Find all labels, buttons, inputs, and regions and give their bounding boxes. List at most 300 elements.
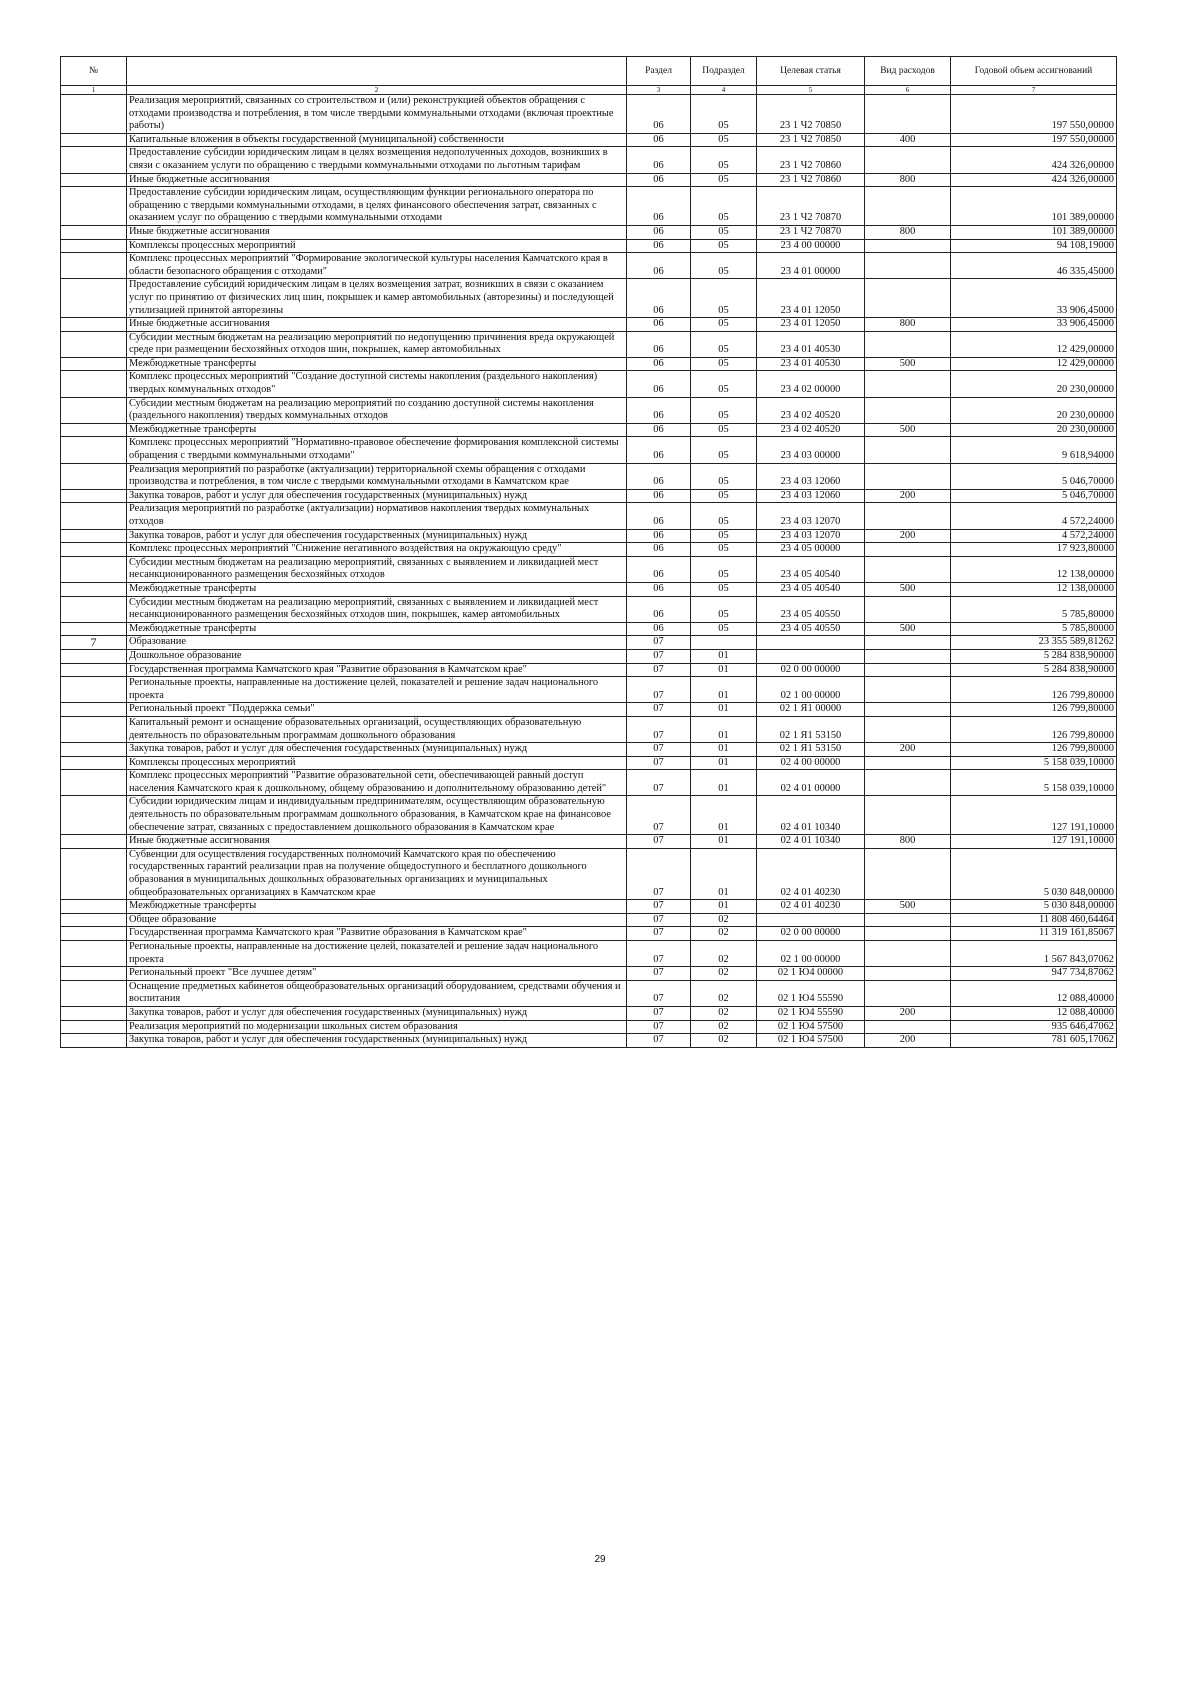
row-amount: 126 799,80000 <box>951 677 1117 703</box>
table-row <box>61 331 1117 357</box>
row-target-article: 02 0 00 00000 <box>757 927 865 941</box>
table-row <box>61 980 1117 1006</box>
row-target-article: 23 1 Ч2 70870 <box>757 187 865 226</box>
table-header <box>61 57 1117 95</box>
row-name: Общее образование <box>127 913 627 927</box>
row-name: Субвенции для осуществления государственных полномочий Камчатского края по обеспечению государственных гарантий реализации прав на получение общедоступного и бесплатного дошкольного образования в муниципальных дошкольных образовательных организациях и муниципальных общеобразовательных организациях в Камчатском крае <box>127 848 627 899</box>
table-row <box>61 582 1117 596</box>
row-number <box>61 187 127 226</box>
row-section: 06 <box>627 489 691 503</box>
row-target-article: 02 1 Ю4 00000 <box>757 967 865 981</box>
row-target-article: 02 1 Ю4 55590 <box>757 1006 865 1020</box>
row-section: 06 <box>627 596 691 622</box>
row-section: 07 <box>627 835 691 849</box>
row-amount: 101 389,00000 <box>951 187 1117 226</box>
row-subsection: 01 <box>691 743 757 757</box>
row-number <box>61 95 127 134</box>
row-number <box>61 1034 127 1048</box>
row-target-article: 02 1 Ю4 55590 <box>757 980 865 1006</box>
row-expense-type: 400 <box>865 133 951 147</box>
row-target-article: 02 4 01 10340 <box>757 796 865 835</box>
row-target-article: 23 4 03 12070 <box>757 503 865 529</box>
row-expense-type <box>865 770 951 796</box>
table-row <box>61 133 1117 147</box>
row-subsection: 05 <box>691 582 757 596</box>
row-number <box>61 770 127 796</box>
table-row <box>61 927 1117 941</box>
header-target: Целевая статья <box>757 57 865 86</box>
row-section: 06 <box>627 529 691 543</box>
row-amount: 17 923,80000 <box>951 543 1117 557</box>
table-row <box>61 225 1117 239</box>
row-target-article: 02 1 Ю4 57500 <box>757 1020 865 1034</box>
row-expense-type <box>865 677 951 703</box>
row-expense-type <box>865 796 951 835</box>
row-name: Межбюджетные трансферты <box>127 423 627 437</box>
column-number: 1 <box>61 86 127 95</box>
row-target-article: 23 4 02 00000 <box>757 371 865 397</box>
row-subsection: 05 <box>691 239 757 253</box>
row-name: Предоставление субсидий юридическим лицам в целях возмещения затрат, возникших в связи с оказанием услуг по принятию от физических лиц шин, покрышек и камер автомобильных (авторезины) и последующей утилизацией принятой авторезины <box>127 279 627 318</box>
row-name: Закупка товаров, работ и услуг для обеспечения государственных (муниципальных) нужд <box>127 529 627 543</box>
row-expense-type: 200 <box>865 489 951 503</box>
row-subsection: 05 <box>691 318 757 332</box>
column-number: 7 <box>951 86 1117 95</box>
row-number <box>61 173 127 187</box>
row-number <box>61 927 127 941</box>
row-target-article: 23 4 03 12060 <box>757 463 865 489</box>
row-name: Межбюджетные трансферты <box>127 622 627 636</box>
row-name: Закупка товаров, работ и услуг для обеспечения государственных (муниципальных) нужд <box>127 489 627 503</box>
row-section: 06 <box>627 318 691 332</box>
row-name: Государственная программа Камчатского края "Развитие образования в Камчатском крае" <box>127 927 627 941</box>
row-expense-type <box>865 941 951 967</box>
table-row <box>61 1020 1117 1034</box>
row-expense-type <box>865 756 951 770</box>
row-expense-type <box>865 596 951 622</box>
row-subsection: 02 <box>691 913 757 927</box>
row-amount: 12 138,00000 <box>951 582 1117 596</box>
row-expense-type <box>865 703 951 717</box>
row-number <box>61 900 127 914</box>
row-subsection: 05 <box>691 529 757 543</box>
row-number <box>61 596 127 622</box>
table-row <box>61 318 1117 332</box>
row-section: 06 <box>627 357 691 371</box>
row-number <box>61 967 127 981</box>
row-expense-type <box>865 848 951 899</box>
row-target-article: 23 4 05 40540 <box>757 556 865 582</box>
row-target-article: 23 4 03 12070 <box>757 529 865 543</box>
table-row <box>61 756 1117 770</box>
row-section: 07 <box>627 716 691 742</box>
row-amount: 5 158 039,10000 <box>951 770 1117 796</box>
row-subsection: 05 <box>691 331 757 357</box>
row-amount: 20 230,00000 <box>951 423 1117 437</box>
row-target-article: 23 1 Ч2 70850 <box>757 133 865 147</box>
row-amount: 197 550,00000 <box>951 95 1117 134</box>
row-amount: 12 088,40000 <box>951 980 1117 1006</box>
row-expense-type <box>865 147 951 173</box>
row-name: Предоставление субсидии юридическим лицам, осуществляющим функции регионального оператора по обращению с твердыми коммунальными отходами, в целях финансового обеспечения затрат, связанных с оказанием услуг по обращению с твердыми коммунальными отходами <box>127 187 627 226</box>
row-number <box>61 941 127 967</box>
row-expense-type <box>865 331 951 357</box>
row-amount: 5 284 838,90000 <box>951 649 1117 663</box>
row-section: 06 <box>627 543 691 557</box>
row-target-article: 02 4 01 40230 <box>757 848 865 899</box>
row-name: Комплекс процессных мероприятий "Создание доступной системы накопления (раздельного накопления) твердых коммунальных отходов" <box>127 371 627 397</box>
row-subsection: 05 <box>691 253 757 279</box>
row-target-article: 23 4 01 40530 <box>757 331 865 357</box>
row-number <box>61 663 127 677</box>
header-section: Раздел <box>627 57 691 86</box>
row-section: 07 <box>627 1020 691 1034</box>
row-target-article <box>757 649 865 663</box>
row-subsection: 02 <box>691 927 757 941</box>
row-expense-type <box>865 636 951 650</box>
row-target-article: 23 4 01 12050 <box>757 279 865 318</box>
row-amount: 947 734,87062 <box>951 967 1117 981</box>
row-amount: 5 158 039,10000 <box>951 756 1117 770</box>
row-amount: 197 550,00000 <box>951 133 1117 147</box>
table-row <box>61 489 1117 503</box>
row-section: 07 <box>627 770 691 796</box>
row-number <box>61 147 127 173</box>
row-amount: 781 605,17062 <box>951 1034 1117 1048</box>
row-section: 06 <box>627 173 691 187</box>
row-target-article: 02 1 Я1 53150 <box>757 743 865 757</box>
row-subsection: 05 <box>691 437 757 463</box>
row-expense-type: 800 <box>865 318 951 332</box>
row-target-article <box>757 913 865 927</box>
row-section: 07 <box>627 1006 691 1020</box>
row-section: 06 <box>627 133 691 147</box>
row-section: 07 <box>627 913 691 927</box>
table-row <box>61 397 1117 423</box>
row-number <box>61 743 127 757</box>
row-name: Дошкольное образование <box>127 649 627 663</box>
row-expense-type <box>865 556 951 582</box>
row-number <box>61 331 127 357</box>
row-target-article: 23 4 03 00000 <box>757 437 865 463</box>
row-name: Реализация мероприятий, связанных со строительством и (или) реконструкцией объектов обращения с отходами производства и потребления, в том числе твердыми коммунальными отходами (включая проектные работы) <box>127 95 627 134</box>
row-expense-type <box>865 980 951 1006</box>
row-subsection: 02 <box>691 1034 757 1048</box>
row-subsection: 01 <box>691 770 757 796</box>
row-amount: 424 326,00000 <box>951 147 1117 173</box>
table-row <box>61 239 1117 253</box>
row-name: Межбюджетные трансферты <box>127 582 627 596</box>
budget-sheet <box>60 56 1116 1048</box>
table-row <box>61 835 1117 849</box>
row-section: 06 <box>627 423 691 437</box>
row-number <box>61 1020 127 1034</box>
table-row <box>61 529 1117 543</box>
row-subsection: 05 <box>691 489 757 503</box>
row-expense-type: 200 <box>865 743 951 757</box>
row-expense-type <box>865 1020 951 1034</box>
row-name: Образование <box>127 636 627 650</box>
row-section: 06 <box>627 279 691 318</box>
row-expense-type <box>865 397 951 423</box>
table-row <box>61 848 1117 899</box>
row-expense-type <box>865 663 951 677</box>
row-subsection: 02 <box>691 980 757 1006</box>
row-amount: 46 335,45000 <box>951 253 1117 279</box>
row-number <box>61 582 127 596</box>
row-subsection: 01 <box>691 649 757 663</box>
row-name: Межбюджетные трансферты <box>127 900 627 914</box>
table-row <box>61 900 1117 914</box>
row-expense-type: 500 <box>865 423 951 437</box>
row-section: 06 <box>627 253 691 279</box>
row-target-article: 02 1 Ю4 57500 <box>757 1034 865 1048</box>
row-amount: 12 138,00000 <box>951 556 1117 582</box>
row-expense-type: 500 <box>865 622 951 636</box>
row-name: Иные бюджетные ассигнования <box>127 173 627 187</box>
row-amount: 126 799,80000 <box>951 703 1117 717</box>
row-expense-type <box>865 967 951 981</box>
table-row <box>61 967 1117 981</box>
row-subsection: 05 <box>691 503 757 529</box>
table-row <box>61 770 1117 796</box>
row-expense-type <box>865 371 951 397</box>
table-row <box>61 677 1117 703</box>
row-section: 07 <box>627 663 691 677</box>
row-section: 07 <box>627 900 691 914</box>
table-row <box>61 253 1117 279</box>
row-amount: 33 906,45000 <box>951 318 1117 332</box>
row-subsection: 05 <box>691 173 757 187</box>
row-target-article: 23 4 05 40540 <box>757 582 865 596</box>
table-row <box>61 663 1117 677</box>
row-amount: 4 572,24000 <box>951 503 1117 529</box>
row-name: Реализация мероприятий по модернизации школьных систем образования <box>127 1020 627 1034</box>
row-subsection: 05 <box>691 357 757 371</box>
row-subsection: 01 <box>691 756 757 770</box>
row-section: 06 <box>627 622 691 636</box>
row-target-article: 23 4 03 12060 <box>757 489 865 503</box>
row-subsection: 05 <box>691 397 757 423</box>
row-amount: 11 808 460,64464 <box>951 913 1117 927</box>
table-row <box>61 941 1117 967</box>
row-number <box>61 437 127 463</box>
row-number <box>61 703 127 717</box>
row-number <box>61 133 127 147</box>
row-amount: 12 429,00000 <box>951 357 1117 371</box>
row-number: 7 <box>61 636 127 650</box>
table-row <box>61 716 1117 742</box>
row-subsection: 01 <box>691 663 757 677</box>
table-row <box>61 437 1117 463</box>
row-target-article: 02 1 Я1 00000 <box>757 703 865 717</box>
row-target-article <box>757 636 865 650</box>
row-section: 06 <box>627 225 691 239</box>
header-num: № <box>61 57 127 86</box>
row-number <box>61 318 127 332</box>
row-section: 06 <box>627 147 691 173</box>
row-expense-type <box>865 239 951 253</box>
row-section: 07 <box>627 743 691 757</box>
row-expense-type: 800 <box>865 173 951 187</box>
table-row <box>61 1034 1117 1048</box>
table-row <box>61 173 1117 187</box>
table-row <box>61 622 1117 636</box>
row-section: 07 <box>627 796 691 835</box>
row-target-article: 02 4 01 10340 <box>757 835 865 849</box>
table-row <box>61 596 1117 622</box>
row-amount: 23 355 589,81262 <box>951 636 1117 650</box>
row-number <box>61 835 127 849</box>
row-name: Субсидии юридическим лицам и индивидуальным предпринимателям, осуществляющим образовательную деятельность по образовательным программам дошкольного образования, в Камчатском крае на финансовое обеспечение затрат, связанных с предоставлением дошкольного образования в Камчатском крае <box>127 796 627 835</box>
row-subsection <box>691 636 757 650</box>
row-section: 06 <box>627 463 691 489</box>
row-name: Оснащение предметных кабинетов общеобразовательных организаций оборудованием, средствами обучения и воспитания <box>127 980 627 1006</box>
row-amount: 12 429,00000 <box>951 331 1117 357</box>
table-row <box>61 187 1117 226</box>
row-section: 07 <box>627 967 691 981</box>
row-section: 07 <box>627 848 691 899</box>
row-subsection: 01 <box>691 677 757 703</box>
row-target-article: 02 4 01 00000 <box>757 770 865 796</box>
header-amount: Годовой объем ассигнований <box>951 57 1117 86</box>
row-name: Региональный проект "Все лучшее детям" <box>127 967 627 981</box>
row-expense-type <box>865 716 951 742</box>
row-amount: 5 284 838,90000 <box>951 663 1117 677</box>
row-expense-type <box>865 503 951 529</box>
row-number <box>61 649 127 663</box>
row-name: Региональные проекты, направленные на достижение целей, показателей и решение задач национального проекта <box>127 677 627 703</box>
row-section: 06 <box>627 95 691 134</box>
row-number <box>61 677 127 703</box>
row-name: Комплекс процессных мероприятий "Снижение негативного воздействия на окружающую среду" <box>127 543 627 557</box>
row-expense-type: 200 <box>865 1006 951 1020</box>
row-target-article: 23 4 01 00000 <box>757 253 865 279</box>
row-name: Региональные проекты, направленные на достижение целей, показателей и решение задач национального проекта <box>127 941 627 967</box>
row-target-article: 02 0 00 00000 <box>757 663 865 677</box>
row-amount: 126 799,80000 <box>951 716 1117 742</box>
table-row <box>61 703 1117 717</box>
row-name: Комплекс процессных мероприятий "Развитие образовательной сети, обеспечивающей равный доступ населения Камчатского края к дошкольному, общему образованию и дополнительному образованию детей" <box>127 770 627 796</box>
row-subsection: 05 <box>691 225 757 239</box>
row-name: Иные бюджетные ассигнования <box>127 835 627 849</box>
row-target-article: 02 1 00 00000 <box>757 677 865 703</box>
row-name: Комплексы процессных мероприятий <box>127 756 627 770</box>
table-row <box>61 649 1117 663</box>
row-target-article: 23 1 Ч2 70860 <box>757 173 865 187</box>
row-number <box>61 980 127 1006</box>
table-row <box>61 95 1117 134</box>
row-amount: 94 108,19000 <box>951 239 1117 253</box>
row-target-article: 23 4 02 40520 <box>757 423 865 437</box>
row-number <box>61 848 127 899</box>
row-name: Реализация мероприятий по разработке (актуализации) территориальной схемы обращения с отходами производства и потребления, в том числе с твердыми коммунальными отходами в Камчатском крае <box>127 463 627 489</box>
column-number: 5 <box>757 86 865 95</box>
row-name: Иные бюджетные ассигнования <box>127 318 627 332</box>
header-expense-type: Вид расходов <box>865 57 951 86</box>
row-subsection: 05 <box>691 279 757 318</box>
row-section: 06 <box>627 331 691 357</box>
table-row <box>61 357 1117 371</box>
row-expense-type: 200 <box>865 529 951 543</box>
row-section: 06 <box>627 437 691 463</box>
row-amount: 5 030 848,00000 <box>951 848 1117 899</box>
table-row <box>61 503 1117 529</box>
row-amount: 5 046,70000 <box>951 463 1117 489</box>
row-target-article: 02 4 01 40230 <box>757 900 865 914</box>
column-number: 6 <box>865 86 951 95</box>
row-amount: 33 906,45000 <box>951 279 1117 318</box>
row-expense-type <box>865 927 951 941</box>
row-subsection: 01 <box>691 703 757 717</box>
row-amount: 1 567 843,07062 <box>951 941 1117 967</box>
table-row <box>61 543 1117 557</box>
row-expense-type: 500 <box>865 582 951 596</box>
row-expense-type: 500 <box>865 900 951 914</box>
row-name: Капитальные вложения в объекты государственной (муниципальной) собственности <box>127 133 627 147</box>
row-expense-type <box>865 187 951 226</box>
row-target-article: 23 1 Ч2 70860 <box>757 147 865 173</box>
row-section: 07 <box>627 980 691 1006</box>
row-section: 07 <box>627 703 691 717</box>
row-target-article: 23 4 00 00000 <box>757 239 865 253</box>
row-subsection: 05 <box>691 147 757 173</box>
row-subsection: 05 <box>691 187 757 226</box>
row-section: 06 <box>627 187 691 226</box>
row-expense-type <box>865 543 951 557</box>
column-number: 4 <box>691 86 757 95</box>
row-name: Предоставление субсидии юридическим лицам в целях возмещения недополученных доходов, возникших в связи с оказанием услуги по обращению с твердыми коммунальными отходами по льготным тарифам <box>127 147 627 173</box>
row-target-article: 23 1 Ч2 70850 <box>757 95 865 134</box>
row-section: 06 <box>627 239 691 253</box>
row-number <box>61 556 127 582</box>
row-subsection: 05 <box>691 463 757 489</box>
row-target-article: 02 1 Я1 53150 <box>757 716 865 742</box>
page-number: 29 <box>594 1554 606 1565</box>
row-target-article: 02 4 00 00000 <box>757 756 865 770</box>
row-number <box>61 716 127 742</box>
row-expense-type: 500 <box>865 357 951 371</box>
row-target-article: 23 1 Ч2 70870 <box>757 225 865 239</box>
row-name: Закупка товаров, работ и услуг для обеспечения государственных (муниципальных) нужд <box>127 1006 627 1020</box>
row-expense-type <box>865 95 951 134</box>
row-number <box>61 913 127 927</box>
table-row <box>61 913 1117 927</box>
column-number: 2 <box>127 86 627 95</box>
row-section: 06 <box>627 503 691 529</box>
row-name: Комплексы процессных мероприятий <box>127 239 627 253</box>
row-amount: 20 230,00000 <box>951 371 1117 397</box>
header-name <box>127 57 627 86</box>
row-subsection: 02 <box>691 1006 757 1020</box>
row-name: Субсидии местным бюджетам на реализацию мероприятий по недопущению причинения вреда окружающей среде при размещении бесхозяйных отходов шин, покрышек, камер автомобильных <box>127 331 627 357</box>
row-amount: 126 799,80000 <box>951 743 1117 757</box>
row-name: Региональный проект "Поддержка семьи" <box>127 703 627 717</box>
row-number <box>61 397 127 423</box>
row-amount: 127 191,10000 <box>951 796 1117 835</box>
row-number <box>61 489 127 503</box>
row-subsection: 01 <box>691 848 757 899</box>
table-row <box>61 796 1117 835</box>
row-subsection: 01 <box>691 716 757 742</box>
row-subsection: 05 <box>691 133 757 147</box>
row-subsection: 05 <box>691 596 757 622</box>
header-subsection: Подраздел <box>691 57 757 86</box>
row-expense-type <box>865 463 951 489</box>
row-name: Межбюджетные трансферты <box>127 357 627 371</box>
row-subsection: 02 <box>691 967 757 981</box>
row-expense-type <box>865 437 951 463</box>
